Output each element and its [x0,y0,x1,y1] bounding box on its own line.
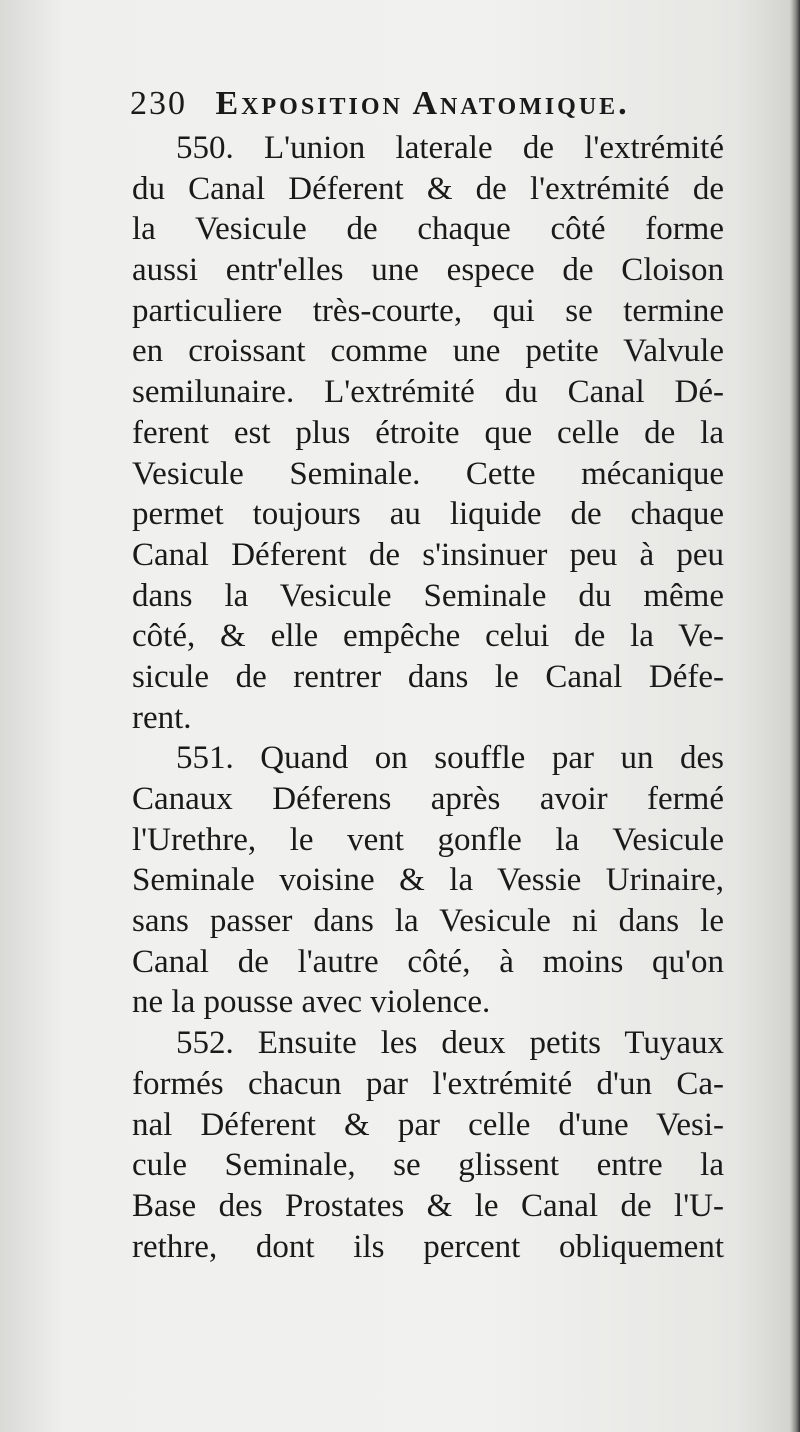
running-head [130,82,690,126]
page-number: 230 [130,85,187,122]
body-text [132,128,724,1267]
text-line: semilunaire. L'extrémité du Canal Dé- [132,374,724,411]
text-line: permet toujours au liquide de chaque [132,496,724,533]
text-line: nal Déferent & par celle d'une Vesi- [132,1106,724,1143]
running-title: Exposition Anatomique. [215,85,630,122]
text-line: Vesicule Seminale. Cette mécanique [132,455,724,492]
text-line: 552. Ensuite les deux petits Tuyaux [176,1025,724,1062]
text-line: Base des Prostates & le Canal de l'U- [132,1187,724,1224]
text-line: 550. L'union laterale de l'extrémité [176,130,724,166]
text-line: ferent est plus étroite que celle de la [132,414,724,451]
text-line: particuliere très-courte, qui se termine [132,292,724,329]
text-line: en croissant comme une petite Valvule [132,333,724,370]
text-line: dans la Vesicule Seminale du même [132,577,724,614]
text-line: Canal de l'autre côté, à moins qu'on [132,943,724,980]
text-line: Seminale voisine & la Vessie Urinaire, [132,862,724,899]
text-line: sicule de rentrer dans le Canal Défe- [132,658,724,695]
text-line: formés chacun par l'extrémité d'un Ca- [132,1065,724,1102]
text-line: aussi entr'elles une espece de Cloison [132,252,724,289]
page-edge-shadow [790,0,800,1432]
text-line: cule Seminale, se glissent entre la [132,1147,724,1184]
text-line: Canaux Déferens après avoir fermé [132,781,724,817]
text-line: rent. [132,699,192,736]
text-line: ne la pousse avec violence. [132,984,491,1021]
text-line: 551. Quand on souffle par un des [176,740,724,777]
text-line: rethre, dont ils percent obliquement [132,1228,724,1265]
text-line: côté, & elle empêche celui de la Ve- [132,618,724,655]
text-line: la Vesicule de chaque côté forme [132,211,724,248]
text-line: l'Urethre, le vent gonfle la Vesicule [132,821,724,858]
text-line: Canal Déferent de s'insinuer peu à peu [132,536,724,573]
text-line: du Canal Déferent & de l'extrémité de [132,170,724,207]
text-line: sans passer dans la Vesicule ni dans le [132,903,724,940]
